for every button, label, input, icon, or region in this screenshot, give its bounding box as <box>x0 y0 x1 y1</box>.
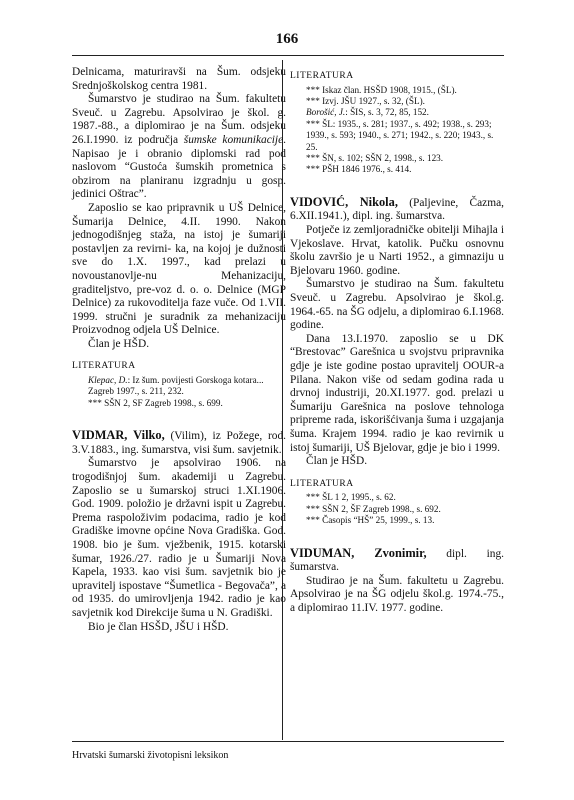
right-column <box>290 66 504 616</box>
entry-viduman <box>290 547 504 616</box>
entry-vidovic <box>290 196 504 469</box>
header-rule <box>72 55 504 56</box>
entry-continuation-study: Šumarstvo je studirao na Šum. fakultetu Sveuč. u Zagrebu. Apsolvirao je škol. g. 1987.-88., a diplomirao je na Šum. odsjeku 26.I.1990. iz područja šumske komunikacije. Napisao je i obranio diplomski rad pod naslovom “Gustoća šumskih prometnica s obzirom na planiranu izgradnju u gosp. jedinici Oštrac”. <box>72 93 286 201</box>
entry-name: VIDMAR, Vilko, <box>72 428 165 443</box>
literature-item: Klepac, D.: Iz šum. povijesti Gorskoga kotara... Zagreb 1997., s. 211, 232. <box>88 375 264 397</box>
entry-heading: VIDOVIĆ, Nikola, (Paljevine, Čazma, 6.XII.1941.), dipl. ing. šumarstva. <box>290 194 504 223</box>
literature-heading: LITERATURA <box>290 478 354 489</box>
literature-item: *** SŠN 2, ŠF Zagreb 1998., s. 692. <box>306 503 441 514</box>
literature-heading: LITERATURA <box>72 361 136 372</box>
literature-item: Borošić, J.: ŠIS, s. 3, 72, 85, 152. <box>306 107 429 118</box>
entry-body: Šumarstvo je apsolvirao 1906. na trogodišnjoj šum. akademiji u Zagrebu. Zaposlio se u šumarskoj struci 1.XI.1906. God. 1909. položio je državni ispit u Zagrebu. Prema raspoloživim podacima, radio je kod Gradiške imovne općine Nova Gradiška. God. 1908. bio je šum. vježbenik, 1915. kotarski šumar, 1926./27. radio je u Šumariji Nova Kapela, 1933. kao visi šum. savjetnik bio je upravitelj ispostave “Šumetlica - Begovača”, a od 1935. do umirovljenja 1942. radio je kao savjetnik kod Direkcije šuma u N. Gradiški. <box>72 457 286 619</box>
literature-item: *** ŠL 1 2, 1995., s. 62. <box>306 492 396 503</box>
literature-item: *** ŠL: 1935., s. 281; 1937., s. 492; 1938., s. 293; 1939., s. 593; 1940., s. 271; 1942., s. 220; 1943., s. 25. <box>306 118 494 152</box>
literature-item: *** Iskaz član. HSŠD 1908, 1915., (ŠL). <box>306 84 457 95</box>
entry-body: Studirao je na Šum. fakultetu u Zagrebu. Apsolvirao je na ŠG odjelu škol.g. 1974.-75., a diplomirao 11.IV. 1977. godine. <box>290 574 504 614</box>
entry-body: Dana 13.I.1970. zaposlio se u DK “Brestovac” Garešnica u svojstvu pripravnika gdje je iste godine postao upravitelj OOUR-a Pilana. Nakon više od sedam godina rada u drvnoj industriji, 20.XI.1977. god. prelazi u Šumariju Garešnica na poslove tehnologa pripreme rada, iskorišćivanja šuma i uzgajanja šuma. Krajem 1994. radio je kao revirnik u istoj šumariji, UŠ Bjelovar, gdje je bio i 1999. <box>290 332 504 454</box>
field-of-study: šumske komunikacije <box>183 133 284 146</box>
membership-note: Bio je član HSŠD, JŠU i HŠD. <box>88 620 229 633</box>
left-column <box>72 66 286 634</box>
entry-body: Šumarstvo je studirao na Šum. fakultetu Sveuč. u Zagrebu. Apsolvirao je škol.g. 1964.-65. na ŠG odjelu, a diplomirao 6.I.1968. godine. <box>290 278 504 332</box>
literature-item: *** Izvj. JŠU 1927., s. 32, (ŠL). <box>306 96 425 106</box>
entry-vidmar <box>72 429 286 634</box>
entry-heading: VIDMAR, Vilko, (Vilim), iz Požege, rod. 3.V.1883., ing. šumarstva, visi šum. savjetnik. <box>72 428 286 456</box>
entry-continuation-career: Zaposlio se kao pripravnik u UŠ Delnice, Šumarija Delnice, 4.II. 1990. Nakon jednogodišnjeg staža, na istoj je šumariji postavljen za revirni- ka, na kojoj je dužnosti sve do 1.X. 1997., kad prelazi u novoustanovlje-nu Mehanizaciju, graditeljstvo, pre-voz d. o. o. Delnice (MGP Delnice) za rukovoditelja faze vuče. Od 1.VII. 1999. stručni je suradnik za mehanizaciju Proizvodnog odjela UŠ Delnice. <box>72 201 286 337</box>
footer-title: Hrvatski šumarski životopisni leksikon <box>72 750 229 761</box>
entry-body: Potječe iz zemljoradničke obitelji Mihajla i Vjekoslave. Hrvat, katolik. Pučku osnovnu školu završio je u Narti 1952., a gimnaziju u Bjelovaru 1960. godine. <box>290 224 504 277</box>
page-number: 166 <box>275 31 299 47</box>
entry-name: VIDUMAN, Zvonimir, <box>290 545 427 560</box>
literature-item: *** PŠH 1846 1976., s. 414. <box>306 164 412 175</box>
footer-rule <box>72 741 504 742</box>
entry-continuation-text: Delnicama, maturiravši na Šum. odsjeku Srednjoškolskog centra 1981. <box>72 66 286 92</box>
membership-note: Član je HŠD. <box>306 455 368 468</box>
membership-note: Član je HŠD. <box>88 337 150 350</box>
literature-item: *** ŠN, s. 102; SŠN 2, 1998., s. 123. <box>306 153 444 164</box>
literature-item: *** SŠN 2, SF Zagreb 1998., s. 699. <box>88 397 223 408</box>
literature-heading: LITERATURA <box>290 71 354 81</box>
literature-item: *** Časopis “HŠ” 25, 1999., s. 13. <box>306 515 435 526</box>
entry-heading: VIDUMAN, Zvonimir, dipl. ing. šumarstva. <box>290 545 504 574</box>
entry-name: VIDOVIĆ, Nikola, <box>290 194 398 209</box>
